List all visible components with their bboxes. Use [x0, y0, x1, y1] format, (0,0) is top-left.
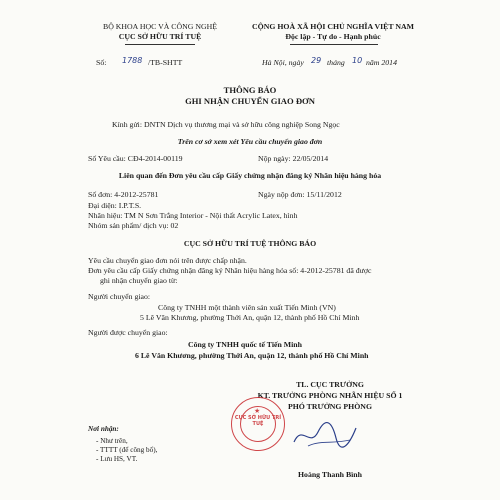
related-heading: Liên quan đến Đơn yêu cầu cấp Giấy chứng nhận đăng ký Nhãn hiệu hàng hóa: [118, 171, 382, 180]
application-number: Số đơn: 4-2012-25781: [88, 190, 159, 199]
date-prefix: Hà Nội, ngày: [262, 58, 304, 67]
document-number-value: 1788: [122, 56, 143, 65]
representative: Đại diện: I.P.T.S.: [88, 201, 142, 210]
notice-line-2: Đơn yêu cầu cấp Giấy chứng nhận đăng ký Nhãn hiệu hàng hóa số: 4-2012-25781 đã được: [88, 266, 372, 275]
notice-line-3: ghi nhận chuyển giao từ:: [100, 276, 178, 285]
header-divider-right: [290, 44, 378, 45]
request-filed-date: Nộp ngày: 22/05/2014: [258, 154, 329, 163]
national-motto: Độc lập - Tự do - Hạnh phúc: [285, 32, 381, 41]
recipient-line: Kính gửi: DNTN Dịch vụ thương mại và sở hữu công nghiệp Song Ngọc: [112, 120, 340, 129]
transferor-label: Người chuyển giao:: [88, 292, 151, 301]
notice-line-1: Yêu cầu chuyển giao đơn nói trên được chấp nhận.: [88, 256, 247, 265]
notice-title: THÔNG BÁO: [223, 85, 277, 95]
signature-line-3: PHÓ TRƯỞNG PHÒNG: [287, 402, 373, 411]
recipient-item: - Lưu HS, VT.: [96, 455, 138, 463]
country-name: CỘNG HOÀ XÃ HỘI CHỦ NGHĨA VIỆT NAM: [252, 22, 414, 31]
date-year: năm 2014: [366, 58, 397, 67]
recipients-label: Nơi nhận:: [88, 425, 119, 433]
date-day: 29: [311, 56, 322, 65]
recipient-item: - Như trên,: [96, 437, 128, 445]
application-date: Ngày nộp đơn: 15/11/2012: [258, 190, 342, 199]
document-number-suffix: /TB-SHTT: [148, 58, 183, 67]
stamp-text: CỤC SỞ HỮU TRÍ TUỆ: [234, 415, 282, 427]
document-number-label: Số:: [96, 58, 107, 67]
date-month: 10: [352, 56, 363, 65]
notice-subtitle: GHI NHẬN CHUYỂN GIAO ĐƠN: [185, 96, 315, 106]
transferor-address: 5 Lê Văn Khương, phường Thới An, quận 12, thành phố Hồ Chí Minh: [140, 313, 360, 322]
signature-line-2: KT. TRƯỞNG PHÒNG NHÃN HIỆU SỐ 1: [257, 391, 403, 400]
notice-heading: CỤC SỞ HỮU TRÍ TUỆ THÔNG BÁO: [183, 239, 317, 248]
date-month-label: tháng: [327, 58, 345, 67]
signatory-name: Hoàng Thanh Bình: [297, 470, 362, 479]
ministry-name: BỘ KHOA HỌC VÀ CÔNG NGHỆ: [103, 22, 217, 31]
signature-scribble: [290, 418, 360, 452]
transferee-name: Công ty TNHH quốc tế Tiến Minh: [188, 340, 302, 349]
official-stamp: [231, 397, 285, 451]
star-icon: ★: [254, 407, 261, 415]
request-number: Số Yêu cầu: CĐ4-2014-00119: [88, 154, 183, 163]
signature-line-1: TL. CỤC TRƯỞNG: [296, 380, 364, 389]
request-heading: Trên cơ sở xem xét Yêu cầu chuyển giao đơn: [177, 137, 323, 146]
office-name: CỤC SỞ HỮU TRÍ TUỆ: [118, 32, 202, 41]
header-divider-left: [125, 44, 195, 45]
transferor-name: Công ty TNHH một thành viên sản xuất Tiến Minh (VN): [158, 303, 336, 312]
transferee-address: 6 Lê Văn Khương, phường Thới An, quận 12, thành phố Hồ Chí Minh: [135, 351, 369, 360]
trademark: Nhãn hiệu: TM N Sơn Trắng Interior - Nội thất Acrylic Latex, hình: [88, 211, 298, 220]
product-classes: Nhóm sản phẩm/ dịch vụ: 02: [88, 221, 179, 230]
transferee-label: Người được chuyển giao:: [88, 328, 168, 337]
recipient-item: - TTTT (để công bố),: [96, 446, 158, 454]
